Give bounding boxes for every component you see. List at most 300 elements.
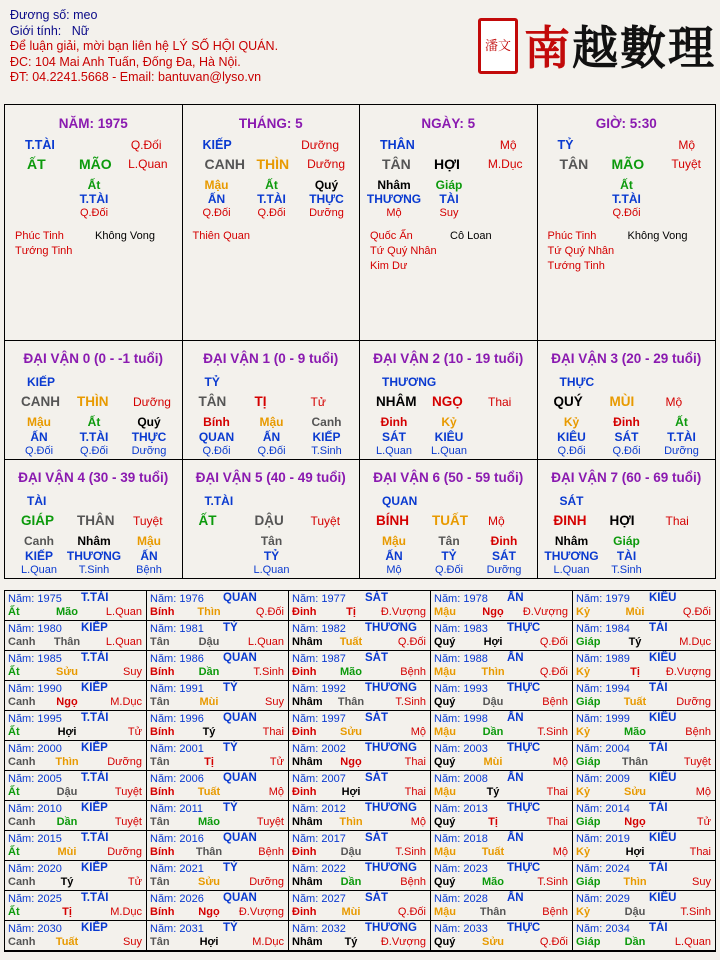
hidden-phase: Q.Đối: [24, 445, 54, 457]
year-phase: Bệnh: [685, 726, 711, 738]
year-ten-god: KIÊU: [649, 892, 677, 904]
year-ten-god: ẤN: [507, 712, 524, 724]
year-cell: [5, 681, 147, 711]
year-cell: [147, 801, 289, 831]
year-stem: Quý: [434, 936, 456, 948]
ten-god-label: T.TÀI: [204, 493, 234, 508]
phase-label: Tuyệt: [671, 157, 701, 171]
year-ten-god: KIẾP: [81, 862, 108, 874]
hidden-phase: L.Quan: [20, 563, 58, 576]
hidden-ten-god: ẤN: [262, 430, 281, 444]
star-label: Phúc Tinh: [15, 230, 64, 242]
year-ten-god: THỰC: [507, 622, 541, 634]
year-branch: Ngọ: [56, 696, 78, 708]
year-cell: [5, 621, 147, 651]
year-phase: T.Sinh: [680, 906, 711, 918]
year-ten-god: TỶ: [223, 742, 238, 754]
year-label: Năm: 1999: [576, 713, 630, 725]
year-label: Năm: 1981: [150, 623, 204, 635]
hidden-ten-god: KIÊU: [557, 430, 586, 444]
year-stem: Nhâm: [292, 696, 323, 708]
hidden-stem: Quý: [314, 178, 339, 192]
year-cell: [5, 861, 147, 891]
year-ten-god: TÀI: [649, 922, 668, 934]
hidden-stem: Canh: [311, 415, 342, 429]
year-phase: T.Sinh: [395, 846, 426, 858]
earthly-branch: MÙI: [609, 394, 635, 409]
year-phase: T.Sinh: [395, 696, 426, 708]
year-label: Năm: 1996: [150, 713, 204, 725]
year-stem: Đinh: [292, 726, 317, 738]
year-phase: Dưỡng: [249, 876, 284, 888]
hidden-stem: Nhâm: [554, 533, 589, 548]
logo-chars: 越數理: [572, 21, 716, 75]
year-stem: Giáp: [576, 696, 601, 708]
year-cell: [147, 681, 289, 711]
hidden-stem: Nhâm: [77, 533, 111, 548]
year-phase: Mộ: [410, 726, 426, 738]
hidden-ten-god: TÀI: [439, 192, 459, 206]
star-label: Kim Dư: [370, 260, 408, 272]
heavenly-stem: CANH: [204, 156, 245, 172]
ten-god-label: THÂN: [380, 138, 415, 152]
year-branch: Tý: [202, 726, 216, 738]
year-label: Năm: 2025: [8, 893, 62, 905]
year-label: Năm: 1975: [8, 593, 62, 605]
year-label: Năm: 2019: [576, 833, 630, 845]
year-label: Năm: 2014: [576, 803, 630, 815]
year-cell: [289, 891, 431, 921]
year-branch: Tý: [486, 786, 500, 798]
ten-god-label: SÁT: [559, 493, 584, 508]
hidden-ten-god: KIÊU: [434, 430, 464, 444]
year-cell: [431, 801, 573, 831]
year-cell: [573, 681, 715, 711]
year-stem: Ất: [8, 906, 20, 918]
year-stem: Đinh: [292, 846, 317, 858]
year-cell: [5, 711, 147, 741]
heavenly-stem: BÍNH: [376, 512, 409, 528]
year-branch: Tuất: [55, 936, 79, 948]
year-cell: [431, 921, 573, 951]
year-stem: Đinh: [292, 606, 317, 618]
year-label: Năm: 1986: [150, 653, 204, 665]
year-stem: Quý: [434, 816, 456, 828]
year-stem: Nhâm: [292, 636, 323, 648]
year-label: Năm: 2006: [150, 773, 204, 785]
hidden-phase: Q.Đối: [612, 207, 641, 219]
phase-label: Tuyệt: [133, 513, 163, 528]
year-cell: [147, 891, 289, 921]
year-stem: Mậu: [434, 846, 456, 858]
year-branch: Mùi: [341, 906, 361, 918]
year-cell: [5, 741, 147, 771]
earthly-branch: TỊ: [254, 394, 267, 409]
ten-god-label: THỰC: [559, 375, 595, 389]
year-ten-god: TÀI: [649, 862, 668, 874]
year-stem: Đinh: [292, 906, 317, 918]
phase-label: Dưỡng: [301, 138, 339, 152]
year-branch: Thìn: [339, 816, 363, 828]
year-phase: Q.Đối: [397, 636, 426, 648]
dai-van-title: ĐẠI VẬN 4 (30 - 39 tuổi): [18, 469, 169, 485]
year-cell: [5, 801, 147, 831]
year-ten-god: TÀI: [649, 682, 668, 694]
year-label: Năm: 2003: [434, 743, 488, 755]
year-stem: Ất: [8, 846, 20, 858]
year-ten-god: THỰC: [507, 682, 541, 694]
hidden-phase: Q.Đối: [202, 445, 231, 457]
logo-char-red: 南: [524, 21, 572, 75]
year-branch: Dậu: [624, 906, 646, 918]
year-ten-god: T.TÀI: [81, 772, 109, 784]
year-branch: Thìn: [623, 876, 647, 888]
year-cell: [147, 711, 289, 741]
year-phase: Thai: [404, 786, 426, 798]
year-branch: Thân: [621, 756, 649, 768]
year-label: Năm: 1989: [576, 653, 630, 665]
year-phase: Bệnh: [400, 666, 426, 678]
hidden-ten-god: T.TÀI: [257, 192, 286, 206]
year-branch: Thìn: [481, 666, 505, 678]
year-cell: [431, 651, 573, 681]
year-stem: Quý: [434, 636, 456, 648]
year-label: Năm: 1998: [434, 713, 488, 725]
year-phase: Q.Đối: [539, 636, 568, 648]
year-branch: Thân: [337, 696, 365, 708]
year-label: Năm: 2034: [576, 923, 630, 935]
year-phase: T.Sinh: [253, 666, 284, 678]
year-cell: [431, 861, 573, 891]
hidden-ten-god: T.TÀI: [612, 192, 641, 206]
year-cell: [147, 741, 289, 771]
year-branch: Thân: [479, 906, 507, 918]
year-branch: Tý: [344, 936, 358, 948]
hidden-phase: Q.Đối: [257, 207, 286, 219]
year-ten-god: SÁT: [365, 772, 388, 784]
year-phase: Thai: [546, 786, 568, 798]
pillar-cell: [183, 105, 361, 340]
year-stem: Giáp: [576, 816, 601, 828]
year-phase: Tử: [696, 816, 711, 828]
earthly-branch: THÌN: [77, 394, 109, 409]
dai-van-grid: [4, 341, 716, 579]
dai-van-cell: [538, 460, 716, 579]
year-ten-god: QUAN: [223, 772, 257, 784]
dai-van-cell: [538, 341, 716, 460]
year-phase: T.Sinh: [537, 876, 568, 888]
year-stem: Canh: [8, 636, 36, 648]
year-branch: Thìn: [197, 606, 221, 618]
year-cell: [289, 711, 431, 741]
year-stem: Nhâm: [292, 876, 323, 888]
year-label: Năm: 1977: [292, 593, 346, 605]
year-ten-god: SÁT: [365, 892, 388, 904]
phase-label: Dưỡng: [133, 395, 171, 409]
hidden-stem: Đinh: [380, 415, 408, 429]
ten-god-label: TỶ: [204, 375, 220, 389]
year-stem: Tân: [150, 696, 170, 708]
year-cell: [431, 891, 573, 921]
phase-label: Dưỡng: [307, 157, 345, 171]
brand-logo: [478, 8, 716, 78]
hidden-stem: Bính: [203, 415, 230, 429]
hidden-stem: Đinh: [490, 533, 518, 548]
hidden-phase: Suy: [439, 207, 459, 219]
pillar-cell: [538, 105, 716, 340]
year-stem: Đinh: [292, 666, 317, 678]
year-branch: Sửu: [481, 936, 505, 948]
year-branch: Hợi: [625, 846, 645, 858]
star-label: Tướng Tinh: [547, 260, 605, 272]
year-cell: [573, 861, 715, 891]
year-phase: Thai: [262, 726, 284, 738]
year-stem: Canh: [8, 696, 36, 708]
year-stem: Kỷ: [576, 726, 591, 738]
year-label: Năm: 1997: [292, 713, 346, 725]
hidden-stem: Ất: [87, 415, 101, 429]
year-label: Năm: 2020: [8, 863, 62, 875]
phase-label: Q.Đối: [130, 138, 162, 152]
dai-van-title: ĐẠI VẬN 7 (60 - 69 tuổi): [551, 469, 702, 485]
chart-header: [10, 8, 278, 86]
year-stem: Kỷ: [576, 606, 591, 618]
year-cell: [573, 921, 715, 951]
year-cell: [573, 771, 715, 801]
year-ten-god: KIẾP: [81, 682, 108, 694]
year-branch: Hợi: [341, 786, 361, 798]
star-label: Quốc Ấn: [370, 230, 413, 242]
phase-label: L.Quan: [128, 157, 168, 171]
year-phase: Thai: [404, 756, 426, 768]
earthly-branch: NGỌ: [432, 394, 463, 409]
year-stem: Giáp: [576, 936, 601, 948]
contact-line[interactable]: ĐT: 04.2241.5668 - Email: bantuvan@lyso.vn: [10, 70, 262, 84]
year-stem: Canh: [8, 936, 36, 948]
year-cell: [5, 591, 147, 621]
year-phase: Tuyệt: [114, 786, 142, 798]
year-cell: [431, 741, 573, 771]
hidden-ten-god: QUAN: [198, 430, 235, 444]
year-phase: Mộ: [410, 816, 426, 828]
year-stem: Kỷ: [576, 846, 591, 858]
hidden-ten-god: THỰC: [309, 192, 344, 206]
year-branch: Thìn: [55, 756, 79, 768]
year-ten-god: THƯƠNG: [365, 922, 417, 934]
year-cell: [147, 921, 289, 951]
earthly-branch: THÂN: [77, 512, 115, 528]
hidden-ten-god: SÁT: [614, 430, 639, 444]
year-cell: [431, 771, 573, 801]
year-ten-god: TÀI: [649, 742, 668, 754]
year-stem: Tân: [150, 816, 170, 828]
year-phase: Mộ: [268, 786, 284, 798]
hidden-stem: Nhâm: [377, 178, 411, 192]
year-cell: [573, 801, 715, 831]
year-branch: Tý: [628, 636, 642, 648]
hidden-ten-god: TỶ: [263, 548, 280, 563]
year-stem: Bính: [150, 726, 175, 738]
year-stem: Ất: [8, 726, 20, 738]
year-phase: L.Quan: [105, 636, 142, 648]
year-ten-god: QUAN: [223, 652, 257, 664]
heavenly-stem: QUÝ: [553, 394, 583, 409]
year-ten-god: ẤN: [507, 772, 524, 784]
year-ten-god: TÀI: [649, 802, 668, 814]
pillar-cell: [360, 105, 538, 340]
year-branch: Tuất: [197, 786, 221, 798]
earthly-branch: DẬU: [254, 512, 284, 528]
year-stem: Kỷ: [576, 906, 591, 918]
year-label: Năm: 1979: [576, 593, 630, 605]
year-cell: [431, 681, 573, 711]
year-cell: [289, 801, 431, 831]
year-label: Năm: 1984: [576, 623, 630, 635]
year-phase: Suy: [265, 696, 284, 708]
hidden-stem: Kỷ: [563, 415, 580, 429]
year-phase: Q.Đối: [397, 906, 426, 918]
year-stem: Canh: [8, 756, 36, 768]
dai-van-title: ĐẠI VẬN 2 (10 - 19 tuổi): [373, 351, 524, 366]
year-ten-god: KIÊU: [649, 832, 677, 844]
hidden-phase: L.Quan: [375, 445, 413, 457]
year-branch: Tuất: [623, 696, 647, 708]
phase-label: M.Dục: [487, 157, 523, 171]
dai-van-cell: [5, 460, 183, 579]
ten-god-label: T.TÀI: [25, 138, 55, 152]
year-label: Năm: 2016: [150, 833, 204, 845]
hidden-ten-god: ẤN: [207, 192, 226, 206]
year-label: Năm: 2032: [292, 923, 346, 935]
year-ten-god: QUAN: [223, 712, 257, 724]
pillar-title: GIỜ: 5:30: [595, 116, 657, 131]
year-branch: Tị: [630, 666, 640, 678]
year-label: Năm: 1987: [292, 653, 346, 665]
year-branch: Ngọ: [624, 816, 646, 828]
year-stem: Bính: [150, 906, 175, 918]
year-ten-god: THƯƠNG: [365, 802, 417, 814]
year-stem: Quý: [434, 756, 456, 768]
year-label: Năm: 2005: [8, 773, 62, 785]
consult-line: Để luận giải, mời bạn liên hệ LÝ SỐ HỘI QUÁN.: [10, 39, 279, 53]
year-branch: Dần: [56, 816, 78, 828]
dai-van-title: ĐẠI VẬN 5 (40 - 49 tuổi): [195, 469, 346, 485]
year-label: Năm: 1995: [8, 713, 62, 725]
star-label: Tướng Tinh: [15, 245, 73, 257]
year-cell: [573, 711, 715, 741]
year-phase: Đ.Vượng: [665, 666, 711, 678]
hidden-phase: Bệnh: [136, 563, 162, 576]
year-ten-god: SÁT: [365, 832, 388, 844]
heavenly-stem: GIÁP: [21, 512, 55, 528]
hidden-phase: Q.Đối: [612, 445, 641, 457]
star-label: Không Vong: [627, 230, 688, 242]
dai-van-title: ĐẠI VẬN 6 (50 - 59 tuổi): [373, 469, 524, 485]
year-phase: Q.Đối: [255, 606, 284, 618]
year-ten-god: ẤN: [507, 652, 524, 664]
year-cell: [573, 651, 715, 681]
year-ten-god: T.TÀI: [81, 712, 109, 724]
seal-stamp: 潘文: [478, 18, 518, 74]
hidden-ten-god: THỰC: [131, 430, 167, 444]
hidden-stem: Mậu: [382, 533, 406, 548]
year-stem: Tân: [150, 756, 170, 768]
year-label: Năm: 2021: [150, 863, 204, 875]
earthly-branch: MÃO: [611, 156, 645, 172]
year-ten-god: THỰC: [507, 802, 541, 814]
phase-label: Thai: [665, 513, 689, 528]
year-ten-god: TỶ: [223, 922, 238, 934]
year-phase: Bệnh: [542, 906, 568, 918]
year-cell: [147, 861, 289, 891]
hidden-ten-god: TÀI: [616, 548, 637, 563]
earthly-branch: THÌN: [256, 156, 290, 172]
year-phase: Bệnh: [400, 876, 426, 888]
year-label: Năm: 2011: [150, 803, 203, 815]
year-branch: Mùi: [625, 606, 645, 618]
year-branch: Mão: [198, 816, 220, 828]
year-phase: Q.Đối: [539, 936, 568, 948]
year-label: Năm: 2018: [434, 833, 488, 845]
year-stem: Tân: [150, 636, 170, 648]
year-ten-god: SÁT: [365, 652, 388, 664]
year-label: Năm: 1982: [292, 623, 346, 635]
ten-god-label: KIẾP: [27, 375, 56, 389]
year-branch: Tị: [346, 606, 356, 618]
pillar-cell: [5, 105, 183, 340]
year-branch: Thân: [195, 846, 223, 858]
year-branch: Mão: [56, 606, 78, 618]
dai-van-cell: [183, 460, 361, 579]
year-phase: Thai: [546, 816, 568, 828]
year-stem: Tân: [150, 936, 170, 948]
year-phase: M.Dục: [110, 906, 142, 918]
year-stem: Kỷ: [576, 786, 591, 798]
year-ten-god: QUAN: [223, 892, 257, 904]
year-ten-god: T.TÀI: [81, 592, 109, 604]
year-branch: Mùi: [57, 846, 77, 858]
year-label: Năm: 1978: [434, 593, 488, 605]
year-ten-god: ẤN: [507, 892, 524, 904]
earthly-branch: MÃO: [79, 156, 112, 172]
year-branch: Dậu: [56, 786, 78, 798]
year-ten-god: KIẾP: [81, 922, 108, 934]
year-cell: [5, 831, 147, 861]
pillars-grid: [4, 104, 716, 341]
star-label: Cô Loan: [450, 230, 492, 242]
phase-label: Mộ: [678, 138, 695, 152]
star-label: Tứ Quý Nhân: [370, 245, 437, 257]
ten-god-label: THƯƠNG: [382, 375, 437, 389]
year-label: Năm: 2023: [434, 863, 488, 875]
year-phase: Suy: [692, 876, 711, 888]
hidden-ten-god: KIẾP: [312, 430, 341, 444]
year-phase: Tử: [127, 876, 142, 888]
year-label: Năm: 2012: [292, 803, 346, 815]
year-label: Năm: 2024: [576, 863, 630, 875]
year-label: Năm: 2028: [434, 893, 488, 905]
heavenly-stem: TÂN: [559, 156, 589, 172]
year-phase: Dưỡng: [676, 696, 711, 708]
year-ten-god: ẤN: [507, 592, 524, 604]
year-cell: [431, 621, 573, 651]
year-stem: Quý: [434, 876, 456, 888]
hidden-stem: Ất: [265, 178, 278, 192]
star-label: Không Vong: [95, 230, 155, 242]
year-stem: Tân: [150, 876, 170, 888]
year-branch: Mùi: [199, 696, 219, 708]
hidden-ten-god: ẤN: [385, 548, 403, 563]
